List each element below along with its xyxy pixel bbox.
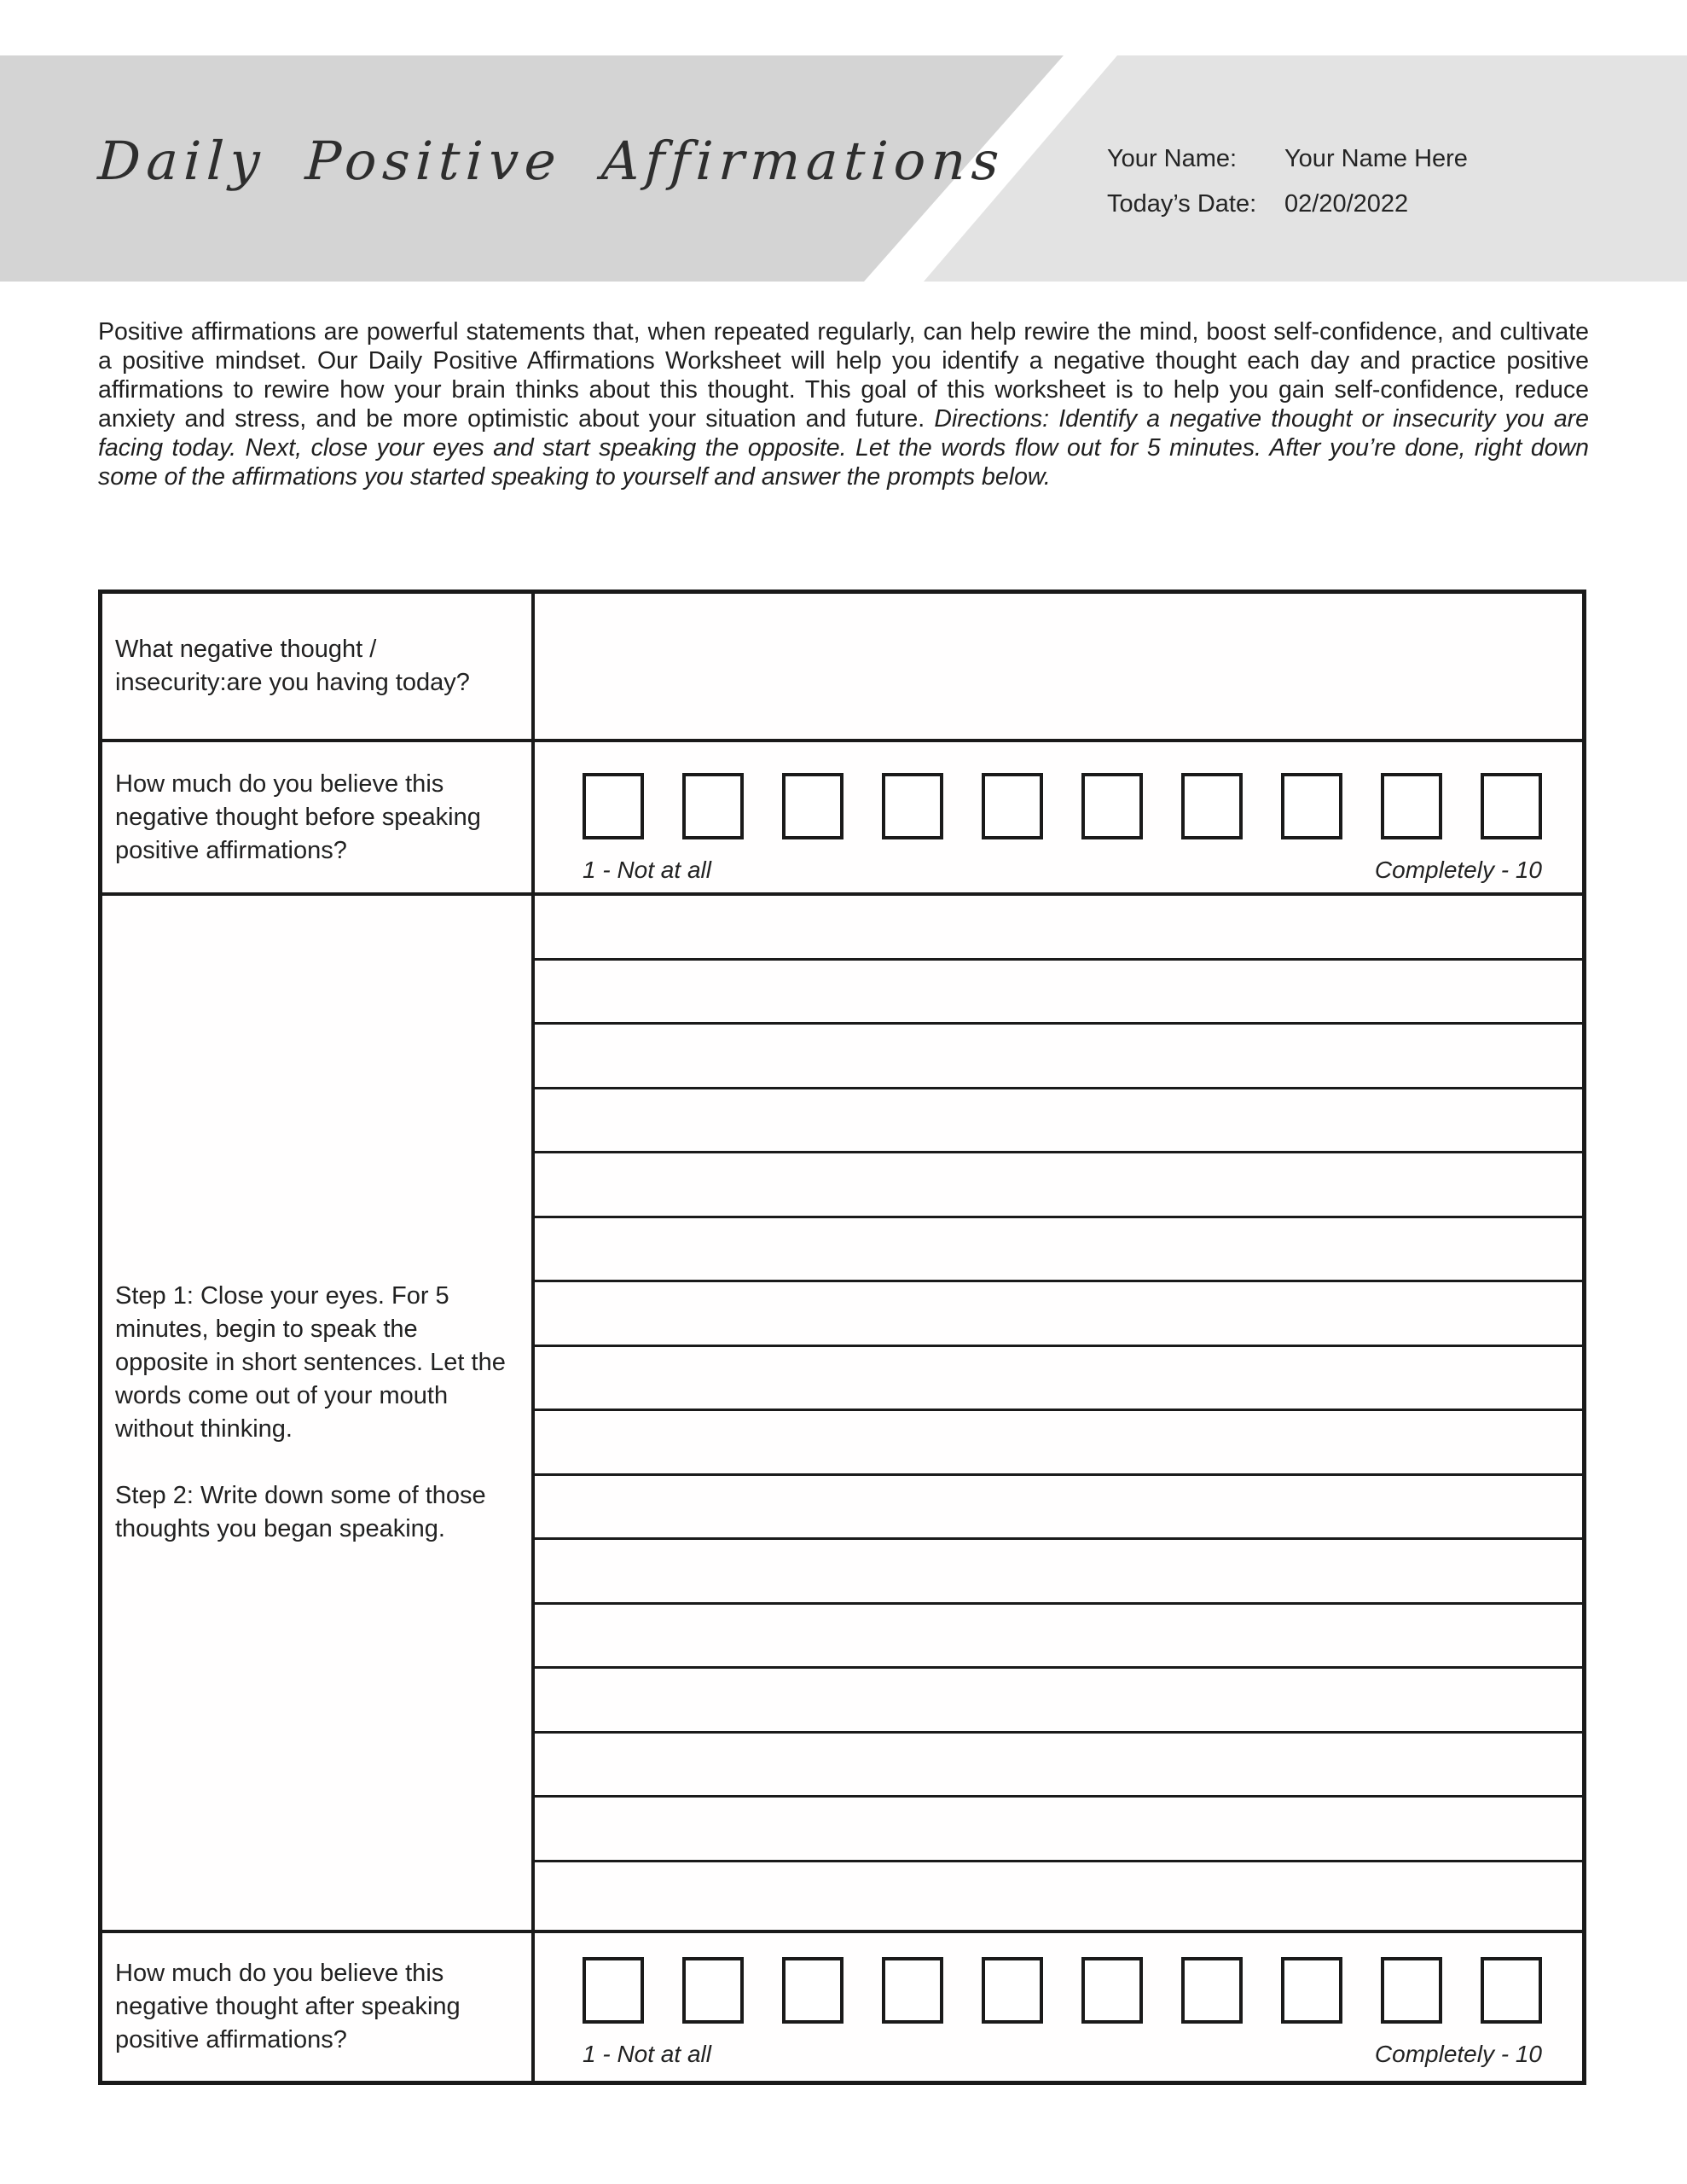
writing-line[interactable]	[535, 1734, 1582, 1798]
belief-before-checkbox[interactable]	[682, 773, 744, 839]
belief-after-checkbox[interactable]	[1081, 1957, 1143, 2024]
scale-min-label: 1 - Not at all	[583, 2041, 711, 2067]
writing-line[interactable]	[535, 1411, 1582, 1476]
belief-before-checkbox[interactable]	[782, 773, 844, 839]
writing-line[interactable]	[535, 1282, 1582, 1347]
belief-before-label-text: How much do you believe this negative thought before speaking positive affirmations?	[115, 770, 481, 864]
writing-line[interactable]	[535, 1089, 1582, 1154]
belief-after-checkbox[interactable]	[782, 1957, 844, 2024]
belief-after-scale	[535, 1933, 1584, 2081]
row-negative-thought	[102, 594, 1582, 739]
belief-after-checkbox[interactable]	[1381, 1957, 1442, 2024]
intro-text: Positive affirmations are powerful statements that, when repeated regularly, can help rewire the mind, boost self-confidence, and cultivate a positive mindset. Our Daily Positive Affirmations Worksheet will help you identify a negative thought each day and practice positive affirmations to rewire how your brain thinks about this thought. This goal of this worksheet is to help you gain self-confidence, reduce anxiety and stress, and be more optimistic about your situation and future.	[98, 318, 1589, 433]
row-belief-before	[102, 739, 1582, 892]
belief-after-checkbox[interactable]	[1181, 1957, 1243, 2024]
writing-line[interactable]	[535, 1798, 1582, 1862]
writing-line[interactable]	[535, 1153, 1582, 1218]
writing-line[interactable]	[535, 1347, 1582, 1412]
affirmations-writing-area	[535, 896, 1582, 1930]
belief-before-scale	[535, 742, 1584, 892]
belief-after-checkbox[interactable]	[982, 1957, 1043, 2024]
date-label: Today’s Date:	[1107, 190, 1257, 218]
scale-max-label: Completely - 10	[1374, 2041, 1542, 2067]
page-title: Daily Positive Affirmations	[96, 130, 1006, 192]
date-value-field[interactable]: 02/20/2022	[1284, 190, 1409, 218]
name-label: Your Name:	[1107, 145, 1238, 172]
scale-min-label: 1 - Not at all	[583, 857, 711, 883]
writing-line[interactable]	[535, 1218, 1582, 1283]
writing-line[interactable]	[535, 1476, 1582, 1541]
belief-after-label-text: How much do you believe this negative thought after speaking positive affirmations?	[115, 1960, 461, 2053]
belief-before-scale-labels	[583, 857, 1542, 884]
step2-text: Step 2: Write down some of those thoughts you began speaking.	[115, 1482, 486, 1542]
writing-line[interactable]	[535, 1540, 1582, 1605]
steps-label	[102, 896, 535, 1930]
belief-before-checkbox[interactable]	[1181, 773, 1243, 839]
belief-after-label	[102, 1933, 535, 2081]
belief-after-scale-labels	[583, 2041, 1542, 2068]
writing-line[interactable]	[535, 1605, 1582, 1670]
step1-text: Step 1: Close your eyes. For 5 minutes, begin to speak the opposite in short sentences. Let the words come out of your mouth without thinking.	[115, 1282, 506, 1443]
belief-after-checkbox[interactable]	[583, 1957, 644, 2024]
belief-after-checkbox[interactable]	[882, 1957, 943, 2024]
belief-after-checkbox[interactable]	[682, 1957, 744, 2024]
worksheet-table	[98, 590, 1586, 2085]
row-belief-after	[102, 1930, 1582, 2081]
belief-after-checkbox[interactable]	[1481, 1957, 1542, 2024]
identity-block	[1107, 142, 1468, 221]
intro-paragraph	[98, 317, 1589, 491]
negative-thought-answer-area[interactable]	[535, 594, 1582, 739]
belief-before-checkbox[interactable]	[882, 773, 943, 839]
belief-before-label	[102, 742, 535, 892]
belief-before-checkbox[interactable]	[982, 773, 1043, 839]
belief-after-checkbox-row	[583, 1957, 1542, 2024]
row-steps	[102, 892, 1582, 1930]
writing-line[interactable]	[535, 1669, 1582, 1734]
negative-thought-label	[102, 594, 535, 739]
belief-after-checkbox[interactable]	[1281, 1957, 1342, 2024]
belief-before-checkbox[interactable]	[1481, 773, 1542, 839]
belief-before-checkbox-row	[583, 773, 1542, 839]
negative-thought-label-text: What negative thought / insecurity:are you having today?	[115, 636, 470, 696]
writing-line[interactable]	[535, 961, 1582, 1025]
name-value-field[interactable]: Your Name Here	[1284, 145, 1468, 172]
scale-max-label: Completely - 10	[1374, 857, 1542, 883]
writing-line[interactable]	[535, 1025, 1582, 1089]
writing-line[interactable]	[535, 896, 1582, 961]
belief-before-checkbox[interactable]	[1381, 773, 1442, 839]
belief-before-checkbox[interactable]	[1281, 773, 1342, 839]
date-row	[1107, 187, 1468, 221]
belief-before-checkbox[interactable]	[583, 773, 644, 839]
intro-directions-text: Directions: Identify a negative thought or insecurity you are facing today. Next, close your eyes and start speaking the opposite. Let the words flow out for 5 minutes. After you’re done, right down some of the affirmations you started speaking to yourself and answer the prompts below.	[98, 405, 1590, 491]
belief-before-checkbox[interactable]	[1081, 773, 1143, 839]
name-row	[1107, 142, 1468, 176]
